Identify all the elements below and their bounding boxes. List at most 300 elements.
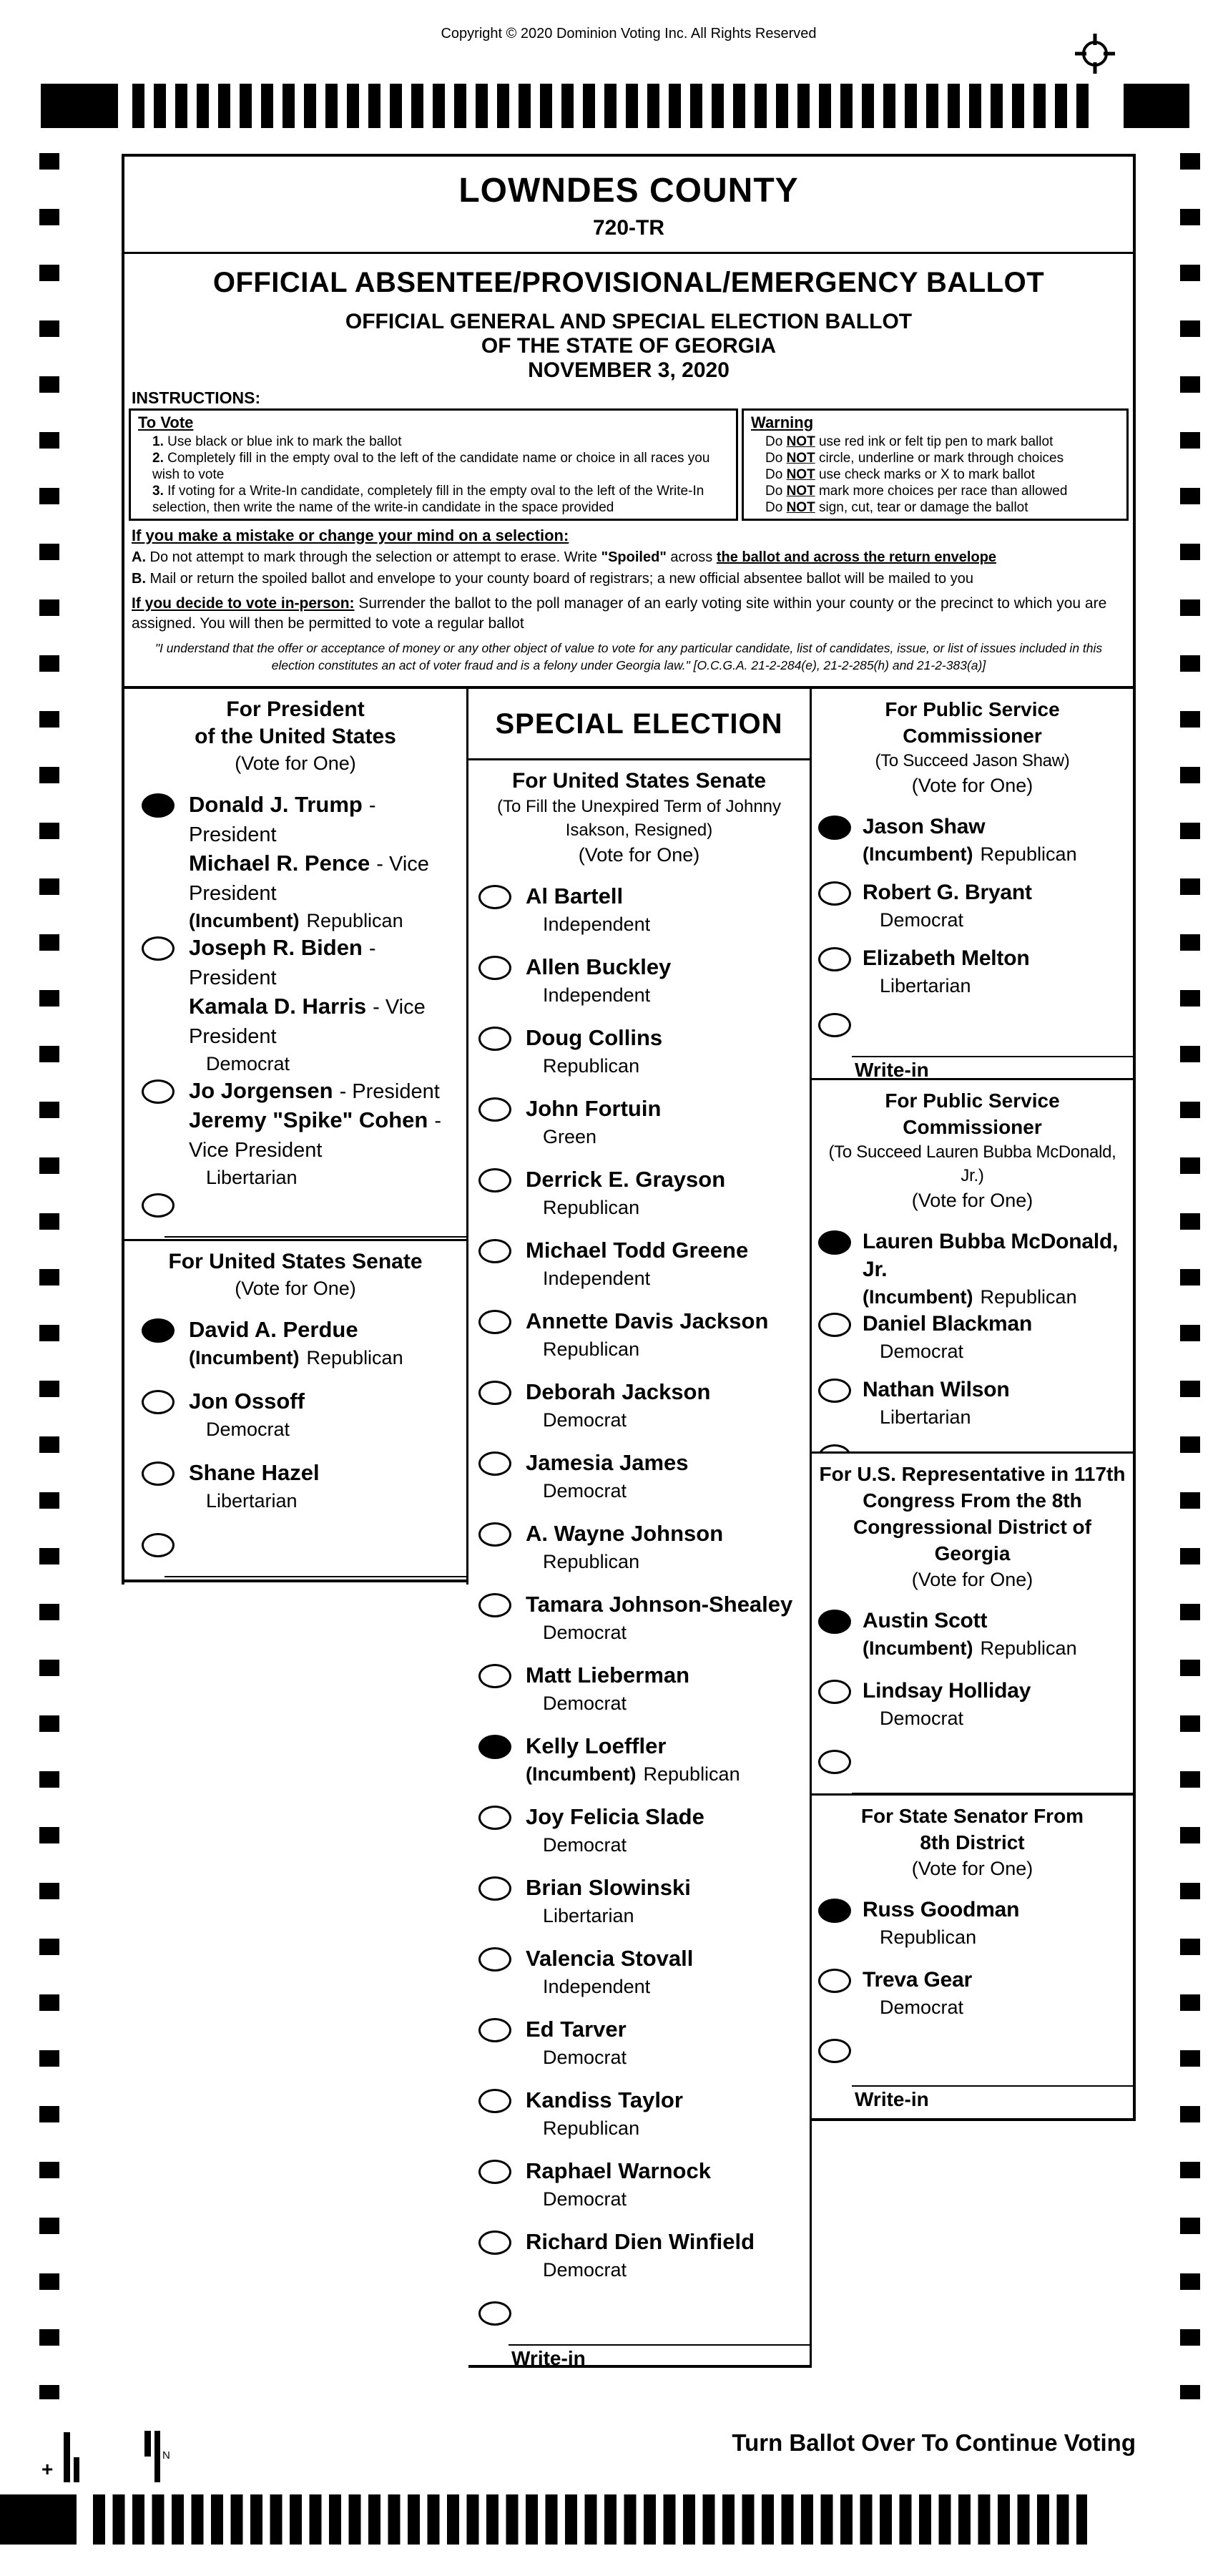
do-word: Do (765, 467, 787, 482)
to-vote-title: To Vote (138, 413, 194, 431)
party-line (536, 1195, 732, 1220)
race-title-line: Commissioner (903, 725, 1042, 747)
party-label: Libertarian (880, 1406, 971, 1428)
vote-for-label: (Vote for One) (911, 1569, 1033, 1590)
candidate-row (468, 1024, 810, 1094)
ballot-oval[interactable] (478, 1593, 511, 1617)
candidate-row (812, 2036, 1133, 2082)
candidate-name: Jon Ossoff (189, 1389, 305, 1414)
candidate-text (863, 878, 1038, 933)
party-label: Democrat (880, 1708, 964, 1729)
ballot-subtitle-line: OF THE STATE OF GEORGIA (481, 334, 777, 358)
to-vote-item (138, 483, 729, 516)
party-line (536, 2044, 633, 2070)
ballot-oval[interactable] (818, 1230, 851, 1255)
candidate-name-line (863, 1228, 1133, 1284)
ballot-oval[interactable] (818, 1610, 851, 1634)
race-title (129, 696, 462, 750)
race-title-line: Congressional District of Georgia (853, 1516, 1091, 1564)
candidate-text (526, 2157, 717, 2212)
party-label: Democrat (543, 2047, 627, 2068)
party-line (536, 1336, 775, 1362)
ballot-oval[interactable] (818, 1750, 851, 1774)
candidate-name: Raphael Warnock (526, 2158, 711, 2183)
party-line (199, 1165, 466, 1190)
candidate-name: Jo Jorgensen (189, 1078, 333, 1103)
turn-ballot-over-text: Turn Ballot Over To Continue Voting (732, 2429, 1136, 2456)
candidate-name: Treva Gear (863, 1968, 973, 1992)
candidate-row (468, 2298, 810, 2344)
candidate-name-line (863, 1376, 1016, 1404)
item-a-label: A. (132, 549, 146, 565)
timing-block-left (41, 84, 118, 128)
candidate-text (189, 934, 466, 1077)
candidate-name-line (863, 1607, 1077, 1635)
candidate-list (124, 1316, 466, 1576)
county-header (122, 154, 1136, 254)
party-line (536, 982, 677, 1008)
ballot-oval[interactable] (142, 1318, 175, 1343)
column-president-senate (122, 689, 468, 1585)
candidate-row (812, 878, 1133, 944)
timing-bars-top (132, 84, 1093, 128)
party-line (536, 1690, 696, 1716)
candidate-text (189, 1316, 403, 1371)
vote-for-label: (Vote for One) (235, 753, 356, 774)
race-title (816, 1803, 1129, 1856)
item-b-label: B. (132, 571, 146, 587)
candidate-row (124, 1459, 466, 1530)
race-title-line: For Public Service (885, 698, 1060, 720)
candidate-name: Ed Tarver (526, 2017, 627, 2042)
party-label: Independent (543, 1976, 651, 1997)
ballot-oval[interactable] (478, 2160, 511, 2184)
candidate-name: Al Bartell (526, 883, 624, 909)
candidate-name-line (189, 1316, 403, 1345)
party-line (873, 1994, 978, 2020)
party-line (536, 1478, 695, 1504)
candidate-name-line (526, 1307, 775, 1336)
candidate-row (812, 1010, 1133, 1056)
party-label: Independent (543, 1268, 651, 1289)
running-mate-line (189, 1106, 466, 1165)
candidate-name: Richard Dien Winfield (526, 2229, 755, 2254)
write-in-area[interactable] (164, 1236, 466, 1241)
candidate-name-line (526, 882, 650, 911)
party-line (536, 2115, 689, 2141)
warning-item (751, 466, 1119, 483)
candidate-text (863, 1677, 1037, 1731)
ballot-body (122, 154, 1136, 2368)
party-line (873, 1705, 1037, 1731)
party-line (873, 907, 1038, 933)
mistake-item-b (132, 569, 1126, 588)
ballot-oval[interactable] (818, 1680, 851, 1704)
candidate-text (526, 1024, 669, 1079)
candidate-text (526, 1378, 717, 1433)
ballot-oval[interactable] (478, 1027, 511, 1051)
candidate-name-line (526, 1803, 711, 1832)
candidate-text (526, 2228, 761, 2283)
write-in-area[interactable] (509, 2344, 810, 2368)
candidate-text (863, 1376, 1016, 1430)
candidate-text (189, 1459, 326, 1514)
race-header (468, 760, 810, 882)
not-word: NOT (786, 484, 815, 499)
candidate-row (468, 1732, 810, 1803)
warning-item (751, 434, 1119, 450)
candidate-text (863, 1228, 1133, 1310)
ballot-oval[interactable] (478, 1239, 511, 1263)
candidate-row (812, 1441, 1133, 1454)
incumbent-label: (Incumbent) (863, 843, 973, 865)
party-line (536, 1053, 669, 1079)
candidate-text (863, 1966, 978, 2020)
item-number: 3. (152, 484, 164, 499)
do-word: Do (765, 500, 787, 515)
race-subtitle-line: (To Fill the Unexpired Term of Johnny (496, 797, 782, 816)
ballot-oval[interactable] (478, 1097, 511, 1122)
timing-marks-right-column (1180, 153, 1200, 2399)
race-title-line: 8th District (920, 1831, 1025, 1853)
candidate-name-line (526, 1590, 799, 1620)
race-title-line: For United States Senate (511, 769, 767, 793)
candidate-text (189, 790, 466, 934)
candidate-name: Joseph R. Biden (189, 935, 363, 960)
alignment-mark (74, 2457, 79, 2482)
candidate-text (526, 1094, 667, 1150)
candidate-row (468, 1378, 810, 1449)
incumbent-label: (Incumbent) (863, 1286, 973, 1308)
spoiled-word: "Spoiled" (601, 549, 667, 565)
incumbent-label: (Incumbent) (189, 1347, 300, 1368)
candidate-text (863, 1310, 1038, 1364)
candidate-row (812, 1376, 1133, 1441)
candidate-text (526, 1307, 775, 1362)
candidate-row (468, 2015, 810, 2086)
race-header (812, 1796, 1133, 1896)
ballot-subtitle-line: NOVEMBER 3, 2020 (528, 358, 730, 382)
registration-crosshair-icon (1071, 30, 1119, 77)
party-line (536, 1974, 699, 1999)
ballot-oval[interactable] (478, 1876, 511, 1901)
candidate-text (526, 1732, 740, 1787)
party-line (536, 1407, 717, 1433)
vote-for-label: (Vote for One) (578, 844, 700, 866)
party-label: Republican (643, 1763, 740, 1785)
candidate-name-line (526, 1944, 699, 1974)
ballot-oval[interactable] (142, 1079, 175, 1104)
ballot-oval[interactable] (818, 1378, 851, 1403)
candidate-name-line (189, 1077, 466, 1106)
candidate-name-line (189, 790, 466, 849)
timing-bars-bottom (93, 2494, 1087, 2545)
party-label: Democrat (543, 1693, 627, 1714)
ballot-oval[interactable] (818, 881, 851, 906)
to-vote-item (138, 434, 729, 450)
party-line (536, 1903, 697, 1929)
party-line (189, 1345, 403, 1371)
candidate-row (468, 953, 810, 1024)
write-in-label: Write-in (511, 2347, 586, 2368)
race-title (816, 696, 1129, 749)
party-label: Republican (980, 1637, 1077, 1659)
race-section (124, 689, 466, 1241)
timing-block-right (1124, 84, 1189, 128)
candidate-row (468, 2157, 810, 2228)
ballot-oval[interactable] (818, 1313, 851, 1337)
race-title-line: of the United States (195, 725, 396, 748)
candidate-list (468, 882, 810, 2344)
ballot-oval[interactable] (478, 1806, 511, 1830)
ballot-oval[interactable] (142, 1461, 175, 1486)
party-label: Libertarian (206, 1167, 298, 1188)
race-title-line: For State Senator From (860, 1805, 1084, 1827)
candidate-row (468, 2086, 810, 2157)
ballot-oval[interactable] (818, 1899, 851, 1923)
candidate-name: Donald J. Trump (189, 792, 363, 817)
write-in-area[interactable] (852, 1056, 1133, 1080)
party-label: Independent (543, 984, 651, 1006)
candidate-row (124, 1530, 466, 1576)
candidate-text (526, 1590, 799, 1645)
ballot-oval[interactable] (478, 885, 511, 909)
candidate-name: Austin Scott (863, 1609, 988, 1632)
candidate-name-line (189, 1459, 326, 1488)
party-line (536, 911, 650, 937)
ballot-oval[interactable] (142, 1533, 175, 1557)
candidate-name: Lindsay Holliday (863, 1679, 1031, 1703)
candidate-text (526, 1874, 697, 1929)
write-in-area[interactable] (852, 2085, 1133, 2118)
party-label: Democrat (206, 1053, 290, 1074)
candidate-list (812, 1896, 1133, 2082)
item-text: mark more choices per race than allowed (815, 484, 1068, 499)
ballot-oval[interactable] (142, 936, 175, 961)
running-mate-suffix: - Vice President (189, 996, 426, 1048)
race-subtitle-line: (To Succeed Lauren Bubba McDonald, Jr.) (828, 1142, 1116, 1185)
candidate-row (468, 1944, 810, 2015)
candidate-name: Shane Hazel (189, 1460, 320, 1485)
ballot-oval[interactable] (818, 1444, 851, 1454)
vote-for-label: (Vote for One) (911, 775, 1033, 796)
party-label: Republican (543, 1338, 640, 1360)
to-vote-item (138, 450, 729, 483)
race-header (812, 1080, 1133, 1228)
ballot-oval[interactable] (478, 1947, 511, 1972)
candidate-text (863, 1896, 1026, 1950)
party-line (536, 1124, 667, 1150)
ballot-oval[interactable] (142, 793, 175, 818)
party-line (536, 1832, 711, 1858)
do-word: Do (765, 434, 787, 449)
party-line (863, 1284, 1133, 1310)
item-b-text: Mail or return the spoiled ballot and envelope to your county board of registrars; a new official absentee ballot will be mailed to you (146, 571, 973, 587)
vote-for-label: (Vote for One) (235, 1278, 356, 1299)
candidate-name-line (526, 2157, 717, 2186)
alignment-letter: N (162, 2449, 170, 2462)
not-word: NOT (786, 434, 815, 449)
in-person-paragraph (132, 594, 1126, 634)
race-title-line: Congress From the 8th (863, 1489, 1082, 1512)
candidate-text (526, 2086, 689, 2141)
party-label: Democrat (880, 1997, 964, 2018)
candidate-name: Brian Slowinski (526, 1875, 691, 1900)
ballot-oval[interactable] (478, 2230, 511, 2255)
candidate-name: Jason Shaw (863, 815, 986, 838)
ballot-oval[interactable] (818, 1013, 851, 1037)
ballot-oval[interactable] (142, 1390, 175, 1414)
item-text: circle, underline or mark through choices (815, 451, 1064, 466)
candidate-name-line (526, 1661, 696, 1690)
race-section (468, 760, 810, 2368)
party-line (536, 1265, 755, 1291)
warning-items (751, 434, 1119, 516)
running-mate-line (189, 849, 466, 908)
candidate-list (812, 1607, 1133, 1793)
item-number: 2. (152, 451, 164, 466)
ballot-oval[interactable] (478, 2301, 511, 2326)
race-subtitle (816, 749, 1129, 773)
candidate-name-line (526, 1378, 717, 1407)
candidate-office-suffix: - President (339, 1080, 440, 1103)
party-label: Libertarian (880, 975, 971, 996)
ballot-style-code: 720-TR (592, 216, 665, 240)
candidate-row (468, 1803, 810, 1874)
ballot-oval[interactable] (478, 1735, 511, 1759)
party-label: Democrat (543, 1480, 627, 1502)
candidate-text (526, 1944, 699, 1999)
party-label: Libertarian (206, 1490, 298, 1512)
ballot-oval[interactable] (478, 1381, 511, 1405)
alignment-mark (64, 2432, 70, 2482)
item-text: Completely fill in the empty oval to the left of the candidate name or choice in all races you wish to vote (152, 451, 710, 482)
item-text: use red ink or felt tip pen to mark ballot (815, 434, 1053, 449)
candidate-text (863, 944, 1036, 999)
item-text: use check marks or X to mark ballot (815, 467, 1035, 482)
party-label: Democrat (543, 1622, 627, 1643)
candidate-row (468, 1449, 810, 1519)
ballot-oval[interactable] (478, 1522, 511, 1547)
item-a-mid: across (666, 549, 717, 565)
candidate-name-line (863, 1310, 1038, 1338)
party-label: Democrat (880, 1341, 964, 1362)
candidate-name-line (526, 1732, 740, 1761)
candidate-list (124, 790, 466, 1236)
candidate-office-suffix: - President (189, 937, 376, 989)
candidate-text (526, 2015, 633, 2070)
running-mate-name: Michael R. Pence (189, 851, 370, 876)
party-line (873, 1338, 1038, 1364)
running-mate-name: Kamala D. Harris (189, 994, 367, 1019)
candidate-name-line (189, 934, 466, 992)
write-in-area[interactable] (164, 1576, 466, 1582)
candidate-name: Daniel Blackman (863, 1312, 1033, 1336)
ballot-oval[interactable] (142, 1193, 175, 1218)
warning-box (742, 408, 1129, 521)
candidate-row (468, 1874, 810, 1944)
ballot-oval[interactable] (478, 1310, 511, 1334)
race-title-line: Commissioner (903, 1116, 1042, 1138)
candidate-row (124, 1316, 466, 1387)
item-text: sign, cut, tear or damage the ballot (815, 500, 1028, 515)
do-word: Do (765, 484, 787, 499)
candidate-name: Tamara Johnson-Shealey (526, 1592, 793, 1617)
candidate-name: David A. Perdue (189, 1317, 358, 1342)
ballot-oval[interactable] (818, 947, 851, 971)
timing-marks-bottom (0, 2494, 1087, 2545)
candidate-row (812, 1896, 1133, 1966)
item-a-underlined: the ballot and across the return envelope (716, 549, 997, 565)
race-section (812, 1080, 1133, 1454)
candidate-row (468, 1094, 810, 1165)
ballot-oval[interactable] (818, 816, 851, 840)
race-title (473, 768, 805, 795)
race-header (812, 689, 1133, 813)
incumbent-label: (Incumbent) (526, 1763, 637, 1785)
candidate-name-line (863, 1677, 1037, 1705)
county-name: LOWNDES COUNTY (458, 172, 799, 210)
candidate-name-line (526, 1236, 755, 1265)
party-line (199, 1416, 311, 1442)
candidate-row (468, 1236, 810, 1307)
ballot-oval[interactable] (478, 1168, 511, 1192)
running-mate-suffix: - Vice President (189, 853, 429, 905)
candidate-name: Lauren Bubba McDonald, Jr. (863, 1230, 1119, 1281)
ballot-subtitle (124, 310, 1133, 383)
candidate-name: Michael Todd Greene (526, 1238, 749, 1263)
candidate-name: Annette Davis Jackson (526, 1308, 769, 1333)
item-number: 1. (152, 434, 164, 449)
ballot-oval[interactable] (478, 2018, 511, 2042)
race-title-line: For President (226, 697, 365, 721)
ballot-oval[interactable] (478, 1664, 511, 1688)
candidate-text (526, 1165, 732, 1220)
race-header (812, 1454, 1133, 1607)
candidate-row (812, 944, 1133, 1010)
race-section (812, 689, 1133, 1080)
party-label: Independent (543, 914, 651, 935)
race-subtitle (473, 795, 805, 842)
ballot-oval[interactable] (818, 2039, 851, 2063)
race-subtitle (816, 1140, 1129, 1187)
candidate-row (468, 1590, 810, 1661)
race-subtitle-line: (To Succeed Jason Shaw) (875, 751, 1070, 770)
candidate-row (124, 934, 466, 1077)
party-label: Democrat (543, 1409, 627, 1431)
party-label: Democrat (880, 909, 964, 931)
party-line (863, 1635, 1077, 1661)
running-mate-line (189, 992, 466, 1051)
ballot-oval[interactable] (818, 1969, 851, 1993)
candidate-text (526, 953, 677, 1008)
column-commissioners-reps (812, 689, 1136, 2121)
candidate-row (812, 1607, 1133, 1677)
candidate-row (468, 1307, 810, 1378)
warning-item (751, 450, 1119, 466)
in-person-heading: If you decide to vote in-person: (132, 595, 355, 612)
ballot-oval[interactable] (478, 2089, 511, 2113)
candidate-name: Derrick E. Grayson (526, 1167, 726, 1192)
candidate-name-line (526, 1519, 730, 1549)
candidate-name-line (863, 1896, 1026, 1924)
special-election-sections (468, 760, 810, 2368)
candidate-name-line (526, 1165, 732, 1195)
candidate-name-line (526, 953, 677, 982)
ballot-oval[interactable] (478, 1451, 511, 1476)
ballot-oval[interactable] (478, 956, 511, 980)
candidate-name-line (526, 1094, 667, 1124)
